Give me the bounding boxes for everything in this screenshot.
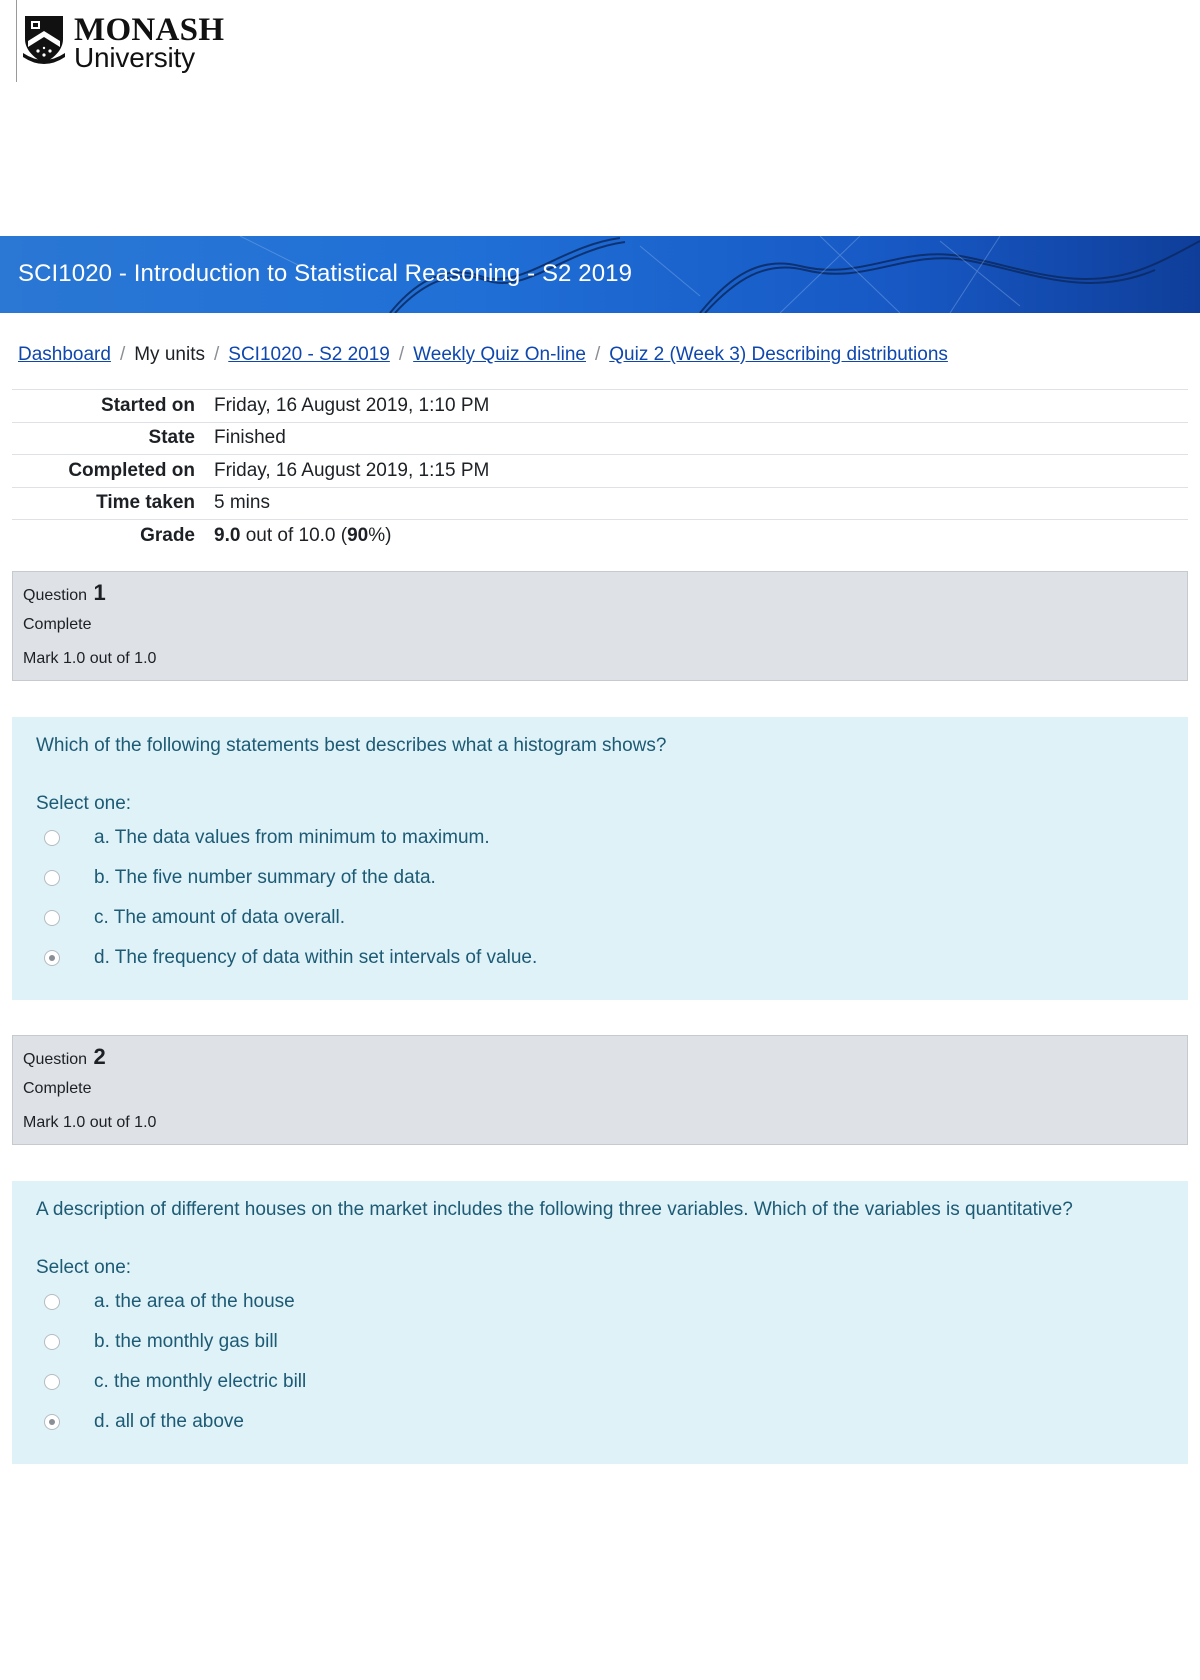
- question-state: Complete: [23, 1080, 92, 1097]
- breadcrumb-separator: /: [119, 344, 126, 365]
- question-number: [23, 580, 106, 606]
- breadcrumb-course[interactable]: SCI1020 - S2 2019: [228, 344, 390, 365]
- answer-option-selected[interactable]: [44, 944, 537, 972]
- question-mark: Mark 1.0 out of 1.0: [23, 1114, 157, 1131]
- completed-value: Friday, 16 August 2019, 1:15 PM: [214, 455, 1188, 488]
- question-text: Which of the following statements best describes what a histogram shows?: [36, 735, 667, 756]
- answer-label: d. The frequency of data within set intervals of value.: [94, 947, 538, 968]
- grade-value: [214, 520, 1188, 552]
- question-content: [12, 1181, 1188, 1464]
- question-mark: Mark 1.0 out of 1.0: [23, 650, 157, 667]
- question-info: [12, 1035, 1188, 1145]
- question-number-value: 2: [93, 1044, 106, 1069]
- state-label: State: [12, 422, 214, 455]
- summary-row-state: [12, 422, 1188, 455]
- course-title: SCI1020 - Introduction to Statistical Reasoning - S2 2019: [18, 260, 633, 287]
- question-text: A description of different houses on the market includes the following three variables. Which of the variables is quantitative?: [36, 1199, 1073, 1220]
- question-label: Question: [23, 1051, 88, 1068]
- answer-label: d. all of the above: [94, 1411, 244, 1432]
- question-content: [12, 717, 1188, 1000]
- answer-option[interactable]: [44, 824, 490, 852]
- header-divider: [16, 0, 17, 82]
- logo-line2: University: [74, 42, 195, 73]
- monash-logo[interactable]: [22, 13, 224, 72]
- answer-option[interactable]: [44, 1368, 306, 1396]
- breadcrumb-weekly-quiz[interactable]: Weekly Quiz On-line: [413, 344, 586, 365]
- answer-label: a. The data values from minimum to maximum.: [94, 827, 490, 848]
- grade-outof: out of 10.0 (: [240, 524, 348, 546]
- answer-option[interactable]: [44, 904, 345, 932]
- summary-row-completed: [12, 455, 1188, 488]
- started-label: Started on: [12, 390, 214, 423]
- answer-option-selected[interactable]: [44, 1408, 244, 1436]
- breadcrumb-quiz[interactable]: Quiz 2 (Week 3) Describing distributions: [609, 344, 948, 365]
- state-value: Finished: [214, 422, 1188, 455]
- question-state: Complete: [23, 616, 92, 633]
- answer-label: a. the area of the house: [94, 1291, 295, 1312]
- time-value: 5 mins: [214, 487, 1188, 520]
- answer-label: c. The amount of data overall.: [94, 907, 346, 928]
- question-number: [23, 1044, 106, 1070]
- breadcrumb-separator: /: [213, 344, 220, 365]
- answer-label: b. The five number summary of the data.: [94, 867, 436, 888]
- logo-line1: MONASH: [74, 12, 225, 48]
- select-one-label: Select one:: [36, 793, 132, 814]
- time-label: Time taken: [12, 487, 214, 520]
- breadcrumb-separator: /: [595, 344, 601, 365]
- radio-button[interactable]: [44, 1374, 60, 1390]
- radio-button[interactable]: [44, 870, 60, 886]
- breadcrumb: [18, 344, 948, 366]
- question-label: Question: [23, 587, 88, 604]
- summary-row-grade: [12, 520, 1188, 552]
- grade-score: 9.0: [214, 524, 241, 546]
- grade-percent: 90: [347, 524, 369, 546]
- completed-label: Completed on: [12, 455, 214, 488]
- summary-row-started: [12, 390, 1188, 423]
- monash-crest-icon: [22, 13, 66, 65]
- started-value: Friday, 16 August 2019, 1:10 PM: [214, 390, 1188, 423]
- grade-label: Grade: [12, 520, 214, 552]
- question-info: [12, 571, 1188, 681]
- attempt-summary-table: [12, 389, 1188, 552]
- radio-button-checked[interactable]: [44, 950, 60, 966]
- answer-label: c. the monthly electric bill: [94, 1371, 307, 1392]
- radio-button[interactable]: [44, 1294, 60, 1310]
- question-number-value: 1: [93, 580, 106, 605]
- grade-suffix: %): [368, 524, 392, 546]
- radio-button[interactable]: [44, 910, 60, 926]
- answer-label: b. the monthly gas bill: [94, 1331, 278, 1352]
- breadcrumb-dashboard[interactable]: Dashboard: [18, 344, 111, 365]
- radio-button[interactable]: [44, 830, 60, 846]
- answer-option[interactable]: [44, 1288, 295, 1316]
- answer-option[interactable]: [44, 864, 436, 892]
- summary-row-time: [12, 487, 1188, 520]
- answer-option[interactable]: [44, 1328, 278, 1356]
- radio-button-checked[interactable]: [44, 1414, 60, 1430]
- course-banner: [0, 236, 1200, 313]
- radio-button[interactable]: [44, 1334, 60, 1350]
- breadcrumb-separator: /: [398, 344, 405, 365]
- breadcrumb-my-units: My units: [134, 344, 205, 365]
- select-one-label: Select one:: [36, 1257, 132, 1278]
